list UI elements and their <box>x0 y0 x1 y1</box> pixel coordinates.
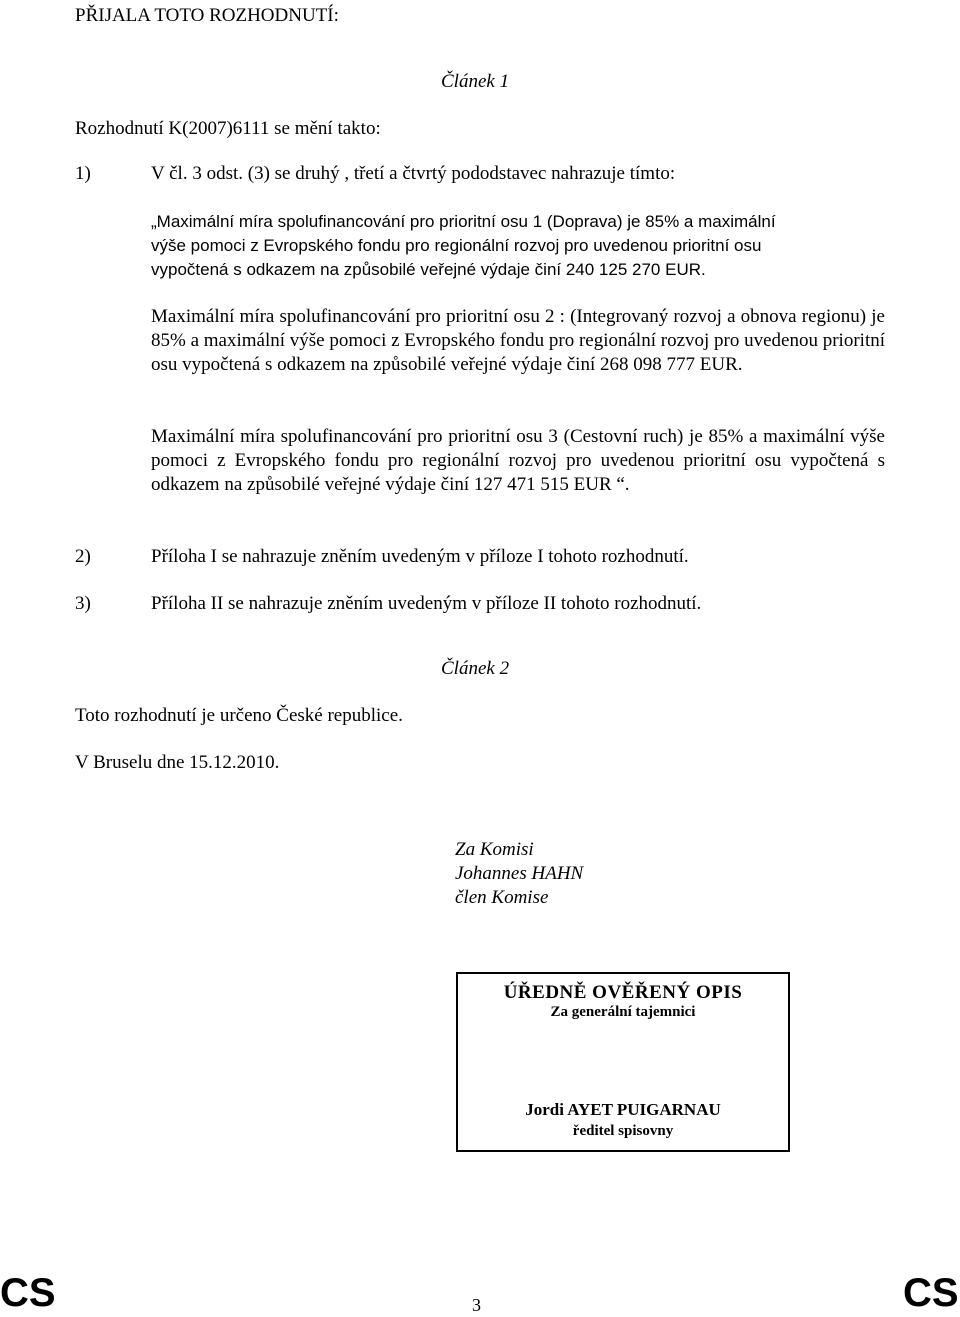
paragraph-1-line-1: „Maximální míra spolufinancování pro prioritní osu 1 (Doprava) je 85% a maximální <box>151 212 776 231</box>
signature-line-1: Za Komisi <box>455 839 534 860</box>
stamp-name: Jordi AYET PUIGARNAU <box>525 1100 721 1119</box>
article-1-intro: Rozhodnutí K(2007)6111 se mění takto: <box>75 118 381 139</box>
paragraph-3: Maximální míra spolufinancování pro prioritní osu 3 (Cestovní ruch) je 85% a maximální výše pomoci z Evropského fondu pro regionální rozvoj pro uvedenou prioritní osu vypočtená s odkazem na způsobilé veřejné výdaje činí 127 471 515 EUR “. <box>151 426 885 495</box>
item-1-number: 1) <box>75 163 91 184</box>
certification-stamp <box>456 972 790 1152</box>
stamp-role: ředitel spisovny <box>572 1123 674 1139</box>
stamp-subtitle: Za generální tajemnici <box>550 1004 696 1020</box>
item-1-text: V čl. 3 odst. (3) se druhý , třetí a čtvrtý pododstavec nahrazuje tímto: <box>151 163 676 184</box>
page-header-title: PŘIJALA TOTO ROZHODNUTÍ: <box>75 5 339 26</box>
paragraph-1-line-2: výše pomoci z Evropského fondu pro regionální rozvoj pro uvedenou prioritní osu <box>151 236 762 255</box>
item-3-text: Příloha II se nahrazuje zněním uvedeným v příloze II tohoto rozhodnutí. <box>151 593 702 614</box>
paragraph-2: Maximální míra spolufinancování pro prioritní osu 2 : (Integrovaný rozvoj a obnova regionu) je 85% a maximální výše pomoci z Evropského fondu pro regionální rozvoj pro uvedenou prioritní osu vypočtená s odkazem na způsobilé veřejné výdaje činí 268 098 777 EUR. <box>151 306 885 375</box>
paragraph-1-line-3: vypočtená s odkazem na způsobilé veřejné výdaje činí 240 125 270 EUR. <box>151 260 706 279</box>
page-number: 3 <box>472 1295 481 1315</box>
item-2-text: Příloha I se nahrazuje zněním uvedeným v příloze I tohoto rozhodnutí. <box>151 546 689 567</box>
signature-line-3: člen Komise <box>455 887 549 908</box>
signature-line-2: Johannes HAHN <box>455 863 584 884</box>
footer-language-code-right: CS <box>903 1271 959 1315</box>
item-3-number: 3) <box>75 593 91 614</box>
stamp-title: ÚŘEDNĚ OVĚŘENÝ OPIS <box>503 982 743 1003</box>
article-2-heading: Článek 2 <box>441 658 510 679</box>
article-1-heading: Článek 1 <box>441 71 510 92</box>
item-2-number: 2) <box>75 546 91 567</box>
article-2-text: Toto rozhodnutí je určeno České republice. <box>75 705 403 726</box>
footer-language-code-left: CS <box>0 1271 56 1315</box>
date-line: V Bruselu dne 15.12.2010. <box>75 752 280 773</box>
